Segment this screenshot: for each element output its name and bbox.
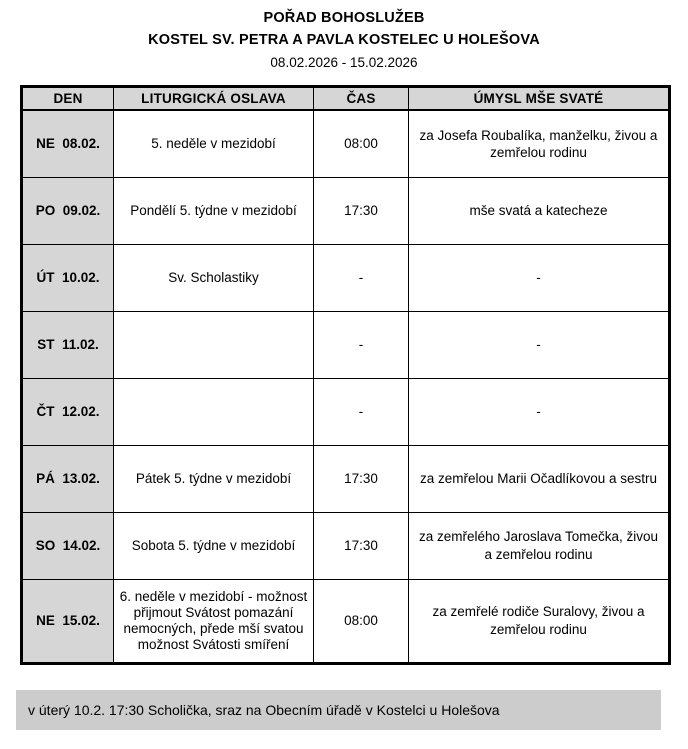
table-row bbox=[22, 110, 670, 177]
day-cell: ÚT 10.02. bbox=[22, 244, 114, 311]
liturgical-celebration-cell bbox=[114, 378, 314, 445]
mass-intention-cell: - bbox=[409, 244, 670, 311]
time-cell: 17:30 bbox=[314, 445, 409, 512]
column-header-cas: ČAS bbox=[314, 87, 409, 111]
table-row bbox=[22, 579, 670, 663]
table-header-row bbox=[22, 87, 670, 111]
column-header-den: DEN bbox=[22, 87, 114, 111]
liturgical-celebration-cell: Pondělí 5. týdne v mezidobí bbox=[114, 177, 314, 244]
time-cell: - bbox=[314, 244, 409, 311]
time-cell: 08:00 bbox=[314, 110, 409, 177]
table-row bbox=[22, 378, 670, 445]
table-row bbox=[22, 244, 670, 311]
day-cell: NE 15.02. bbox=[22, 579, 114, 663]
liturgical-celebration-cell: 5. neděle v mezidobí bbox=[114, 110, 314, 177]
day-cell: PO 09.02. bbox=[22, 177, 114, 244]
mass-intention-cell: - bbox=[409, 311, 670, 378]
time-cell: - bbox=[314, 311, 409, 378]
day-cell: NE 08.02. bbox=[22, 110, 114, 177]
table-row bbox=[22, 445, 670, 512]
church-name: KOSTEL SV. PETRA A PAVLA KOSTELEC U HOLEŠOVA bbox=[148, 31, 540, 48]
time-cell: - bbox=[314, 378, 409, 445]
mass-intention-cell: mše svatá a katecheze bbox=[409, 177, 670, 244]
schedule-body bbox=[22, 110, 670, 663]
time-cell: 08:00 bbox=[314, 579, 409, 663]
column-header-umysl: ÚMYSL MŠE SVATÉ bbox=[409, 87, 670, 111]
page-header bbox=[0, 0, 688, 72]
column-header-liturgicka-oslava: LITURGICKÁ OSLAVA bbox=[114, 87, 314, 111]
mass-intention-cell: za Josefa Roubalíka, manželku, živou a zemřelou rodinu bbox=[409, 110, 670, 177]
schedule-table bbox=[20, 85, 671, 665]
mass-intention-cell: za zemřelého Jaroslava Tomečka, živou a zemřelou rodinu bbox=[409, 512, 670, 579]
page-title: POŘAD BOHOSLUŽEB bbox=[263, 10, 425, 26]
time-cell: 17:30 bbox=[314, 512, 409, 579]
footer-note-bar bbox=[16, 690, 661, 730]
day-cell: SO 14.02. bbox=[22, 512, 114, 579]
footer-note-text: v úterý 10.2. 17:30 Scholička, sraz na Obecním úřadě v Kostelci u Holešova bbox=[28, 701, 500, 718]
mass-intention-cell: za zemřelou Marii Očadlíkovou a sestru bbox=[409, 445, 670, 512]
liturgical-celebration-cell: Pátek 5. týdne v mezidobí bbox=[114, 445, 314, 512]
day-cell: ST 11.02. bbox=[22, 311, 114, 378]
table-row bbox=[22, 512, 670, 579]
liturgical-celebration-cell bbox=[114, 311, 314, 378]
day-cell: ČT 12.02. bbox=[22, 378, 114, 445]
day-cell: PÁ 13.02. bbox=[22, 445, 114, 512]
liturgical-celebration-cell: 6. neděle v mezidobí - možnost přijmout Svátost pomazání nemocných, přede mší svatou možnost Svátosti smíření bbox=[114, 579, 314, 663]
time-cell: 17:30 bbox=[314, 177, 409, 244]
table-row bbox=[22, 177, 670, 244]
liturgical-celebration-cell: Sv. Scholastiky bbox=[114, 244, 314, 311]
mass-intention-cell: - bbox=[409, 378, 670, 445]
table-row bbox=[22, 311, 670, 378]
date-range: 08.02.2026 - 15.02.2026 bbox=[270, 55, 418, 71]
liturgical-celebration-cell: Sobota 5. týdne v mezidobí bbox=[114, 512, 314, 579]
mass-intention-cell: za zemřelé rodiče Suralovy, živou a zemřelou rodinu bbox=[409, 579, 670, 663]
